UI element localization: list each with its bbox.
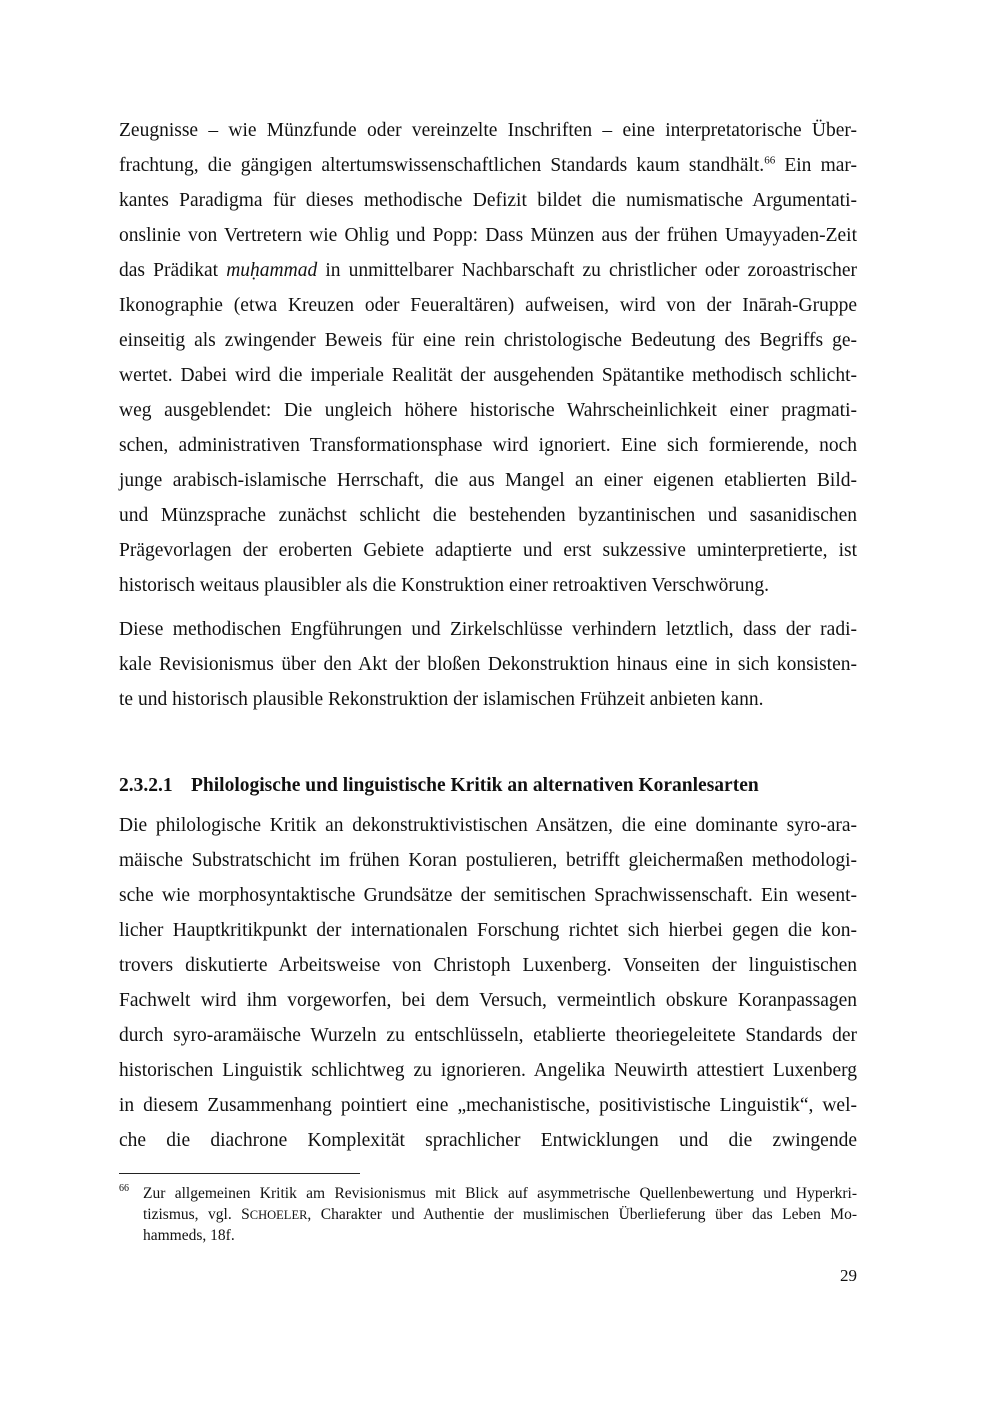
page-number: 29 bbox=[840, 1266, 857, 1285]
footnote-reference[interactable]: 66 bbox=[764, 154, 776, 167]
body-text-line: frachtung, die gängigen altertumswissenschaftlichen Standards kaum standhält.$^{66}$ Ein mar- bbox=[119, 154, 857, 176]
body-text-line: das Prädikat muḥammad in unmittelbarer Nachbarschaft zu christlicher oder zoroastrischer bbox=[119, 260, 857, 281]
body-text-line: junge arabisch-islamische Herrschaft, die aus Mangel an einer eigenen etablierten Bild- bbox=[119, 470, 857, 491]
body-text-line: und Münzsprache zunächst schlicht die bestehenden byzantinischen und sasanidischen bbox=[119, 505, 857, 526]
body-text-line: sche wie morphosyntaktische Grundsätze der semitischen Sprachwissenschaft. Ein wesent- bbox=[119, 885, 857, 906]
author-smallcaps: CHOELER bbox=[249, 1208, 308, 1222]
body-text-line: kantes Paradigma für dieses methodische Defizit bildet die numismatische Argumentati- bbox=[119, 190, 857, 211]
footnote-separator bbox=[119, 1173, 360, 1174]
section-heading bbox=[119, 774, 759, 798]
body-text-line: wertet. Dabei wird die imperiale Realität der ausgehenden Spätantike methodisch schlicht- bbox=[119, 365, 857, 386]
section-number: 2.3.2.1 bbox=[119, 775, 173, 796]
body-text-line: te und historisch plausible Rekonstruktion der islamischen Frühzeit anbieten kann. bbox=[119, 689, 764, 710]
footnote-line: Zur allgemeinen Kritik am Revisionismus mit Blick auf asymmetrische Quellenbewertung und Hyperkri- bbox=[143, 1185, 857, 1202]
body-text-line: che die diachrone Komplexität sprachlicher Entwicklungen und die zwingende bbox=[119, 1130, 857, 1151]
body-text-line: Prägevorlagen der eroberten Gebiete adaptierte und erst sukzessive uminterpretierte, ist bbox=[119, 540, 857, 561]
body-text-line: durch syro-aramäische Wurzeln zu entschlüsseln, etablierte theoriegeleitete Standards der bbox=[119, 1025, 857, 1046]
footnote-number: 66 bbox=[119, 1183, 129, 1194]
body-text-line: einseitig als zwingender Beweis für eine rein christologische Bedeutung des Begriffs ge- bbox=[119, 330, 857, 351]
body-text-line: Die philologische Kritik an dekonstruktivistischen Ansätzen, die eine dominante syro-ara- bbox=[119, 815, 857, 836]
italic-term: muḥammad bbox=[226, 260, 318, 281]
section-title: Philologische und linguistische Kritik an alternativen Koranlesarten bbox=[191, 775, 759, 796]
body-text-line: historischen Linguistik schlichtweg zu ignorieren. Angelika Neuwirth attestiert Luxenberg bbox=[119, 1060, 857, 1081]
body-text-line: onslinie von Vertretern wie Ohlig und Popp: Dass Münzen aus der frühen Umayyaden-Zeit bbox=[119, 225, 857, 246]
body-text-line: schen, administrativen Transformationsphase wird ignoriert. Eine sich formierende, noch bbox=[119, 435, 857, 456]
footnote-line: hammeds, 18f. bbox=[143, 1227, 235, 1244]
body-text-line: mäische Substratschicht im frühen Koran postulieren, betrifft gleichermaßen methodologi- bbox=[119, 850, 857, 871]
body-text-line: kale Revisionismus über den Akt der bloßen Dekonstruktion hinaus eine in sich konsisten- bbox=[119, 654, 857, 675]
body-text-line: weg ausgeblendet: Die ungleich höhere historische Wahrscheinlichkeit einer pragmati- bbox=[119, 400, 857, 421]
body-text-line: trovers diskutierte Arbeitsweise von Christoph Luxenberg. Vonseiten der linguistischen bbox=[119, 955, 857, 976]
footnote-line: tizismus, vgl. SCHOELER, Charakter und Authentie der muslimischen Überlieferung über das Leben Mo- bbox=[143, 1206, 857, 1223]
body-text-line: historisch weitaus plausibler als die Konstruktion einer retroaktiven Verschwörung. bbox=[119, 575, 770, 596]
body-text-line: licher Hauptkritikpunkt der internationalen Forschung richtet sich hierbei gegen die kon- bbox=[119, 920, 857, 941]
body-text-line: Diese methodischen Engführungen und Zirkelschlüsse verhindern letztlich, dass der radi- bbox=[119, 619, 857, 640]
body-text-line: Fachwelt wird ihm vorgeworfen, bei dem Versuch, vermeintlich obskure Koranpassagen bbox=[119, 990, 857, 1011]
body-text-line: Ikonographie (etwa Kreuzen oder Feueraltären) aufweisen, wird von der Inārah-Gruppe bbox=[119, 295, 857, 316]
body-text-line: Zeugnisse – wie Münzfunde oder vereinzelte Inschriften – eine interpretatorische Über- bbox=[119, 120, 857, 141]
body-text-line: in diesem Zusammenhang pointiert eine „mechanistische, positivistische Linguistik“, wel- bbox=[119, 1095, 857, 1116]
